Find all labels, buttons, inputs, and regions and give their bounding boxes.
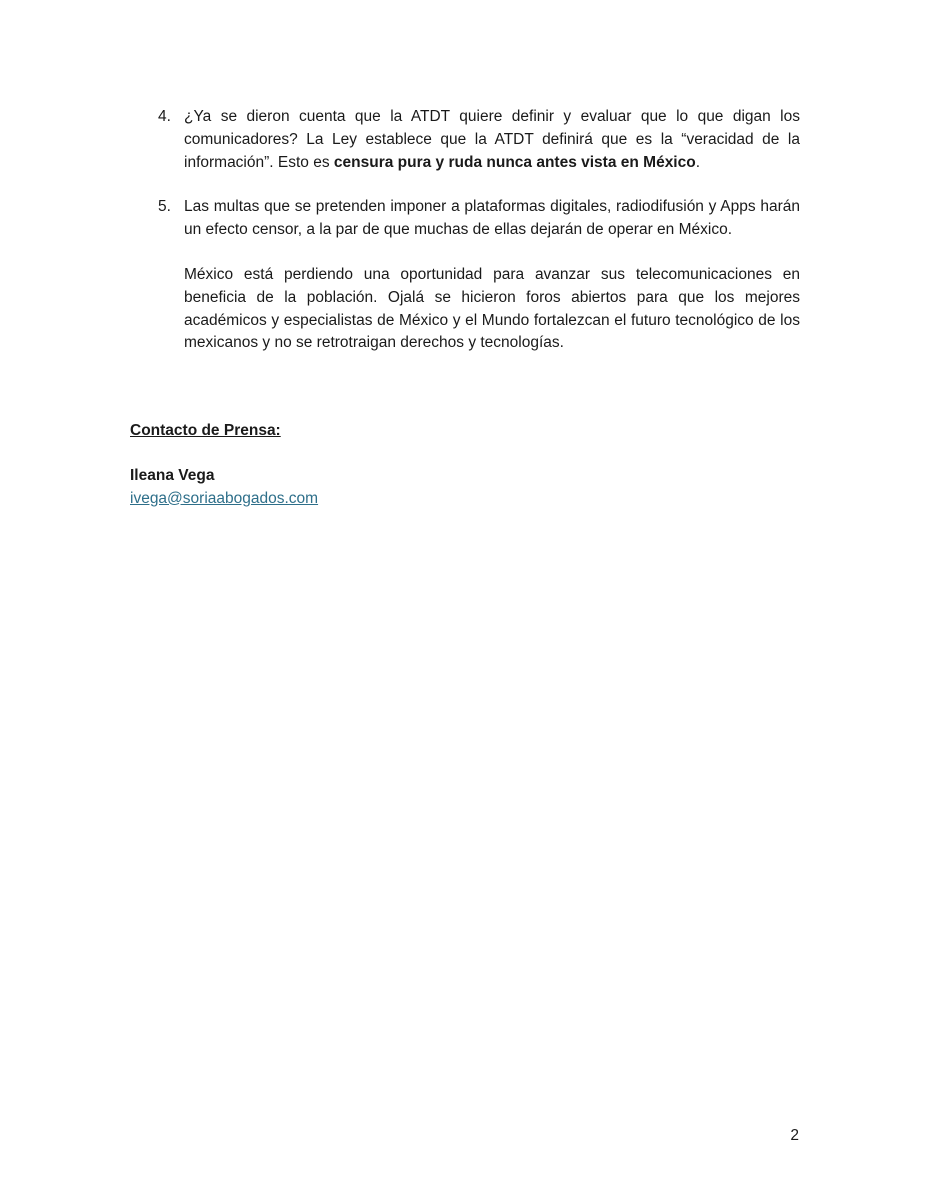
text-segment: ¿Ya se dieron cuenta que la ATDT quiere definir y evaluar que lo que digan los comunicadores? La Ley establece que la ATDT definirá que es la “veracidad de la información”. Esto es: [184, 108, 800, 171]
page-number: 2: [790, 1127, 799, 1144]
text-segment: .: [695, 153, 701, 171]
list-item-paragraph: Las multas que se pretenden imponer a plataformas digitales, radiodifusión y Apps harán un efecto censor, a la par de que muchas de ellas dejarán de operar en México.: [184, 198, 800, 239]
contact-email-link[interactable]: ivega@soriaabogados.com: [130, 489, 319, 507]
press-contact-block: [130, 420, 318, 510]
contact-name: Ileana Vega: [130, 466, 215, 484]
list-item-number: 5.: [158, 198, 171, 216]
list-item-number: 4.: [158, 108, 171, 125]
list-item-paragraph: México está perdiendo una oportunidad para avanzar sus telecomunicaciones en beneficia de la población. Ojalá se hicieron foros abiertos para que los mejores académicos y especialistas de México y el Mundo fortalezcan el futuro tecnológico de los mexicanos y no se retrotraigan derechos y tecnologías.: [184, 265, 800, 352]
numbered-list: [130, 106, 800, 377]
list-item-5: [130, 196, 800, 355]
bold-text-segment: censura pura y ruda nunca antes vista en México: [333, 153, 696, 171]
list-item-4: [130, 106, 800, 174]
contact-heading: Contacto de Prensa:: [130, 422, 281, 439]
list-item-text: [184, 106, 800, 174]
